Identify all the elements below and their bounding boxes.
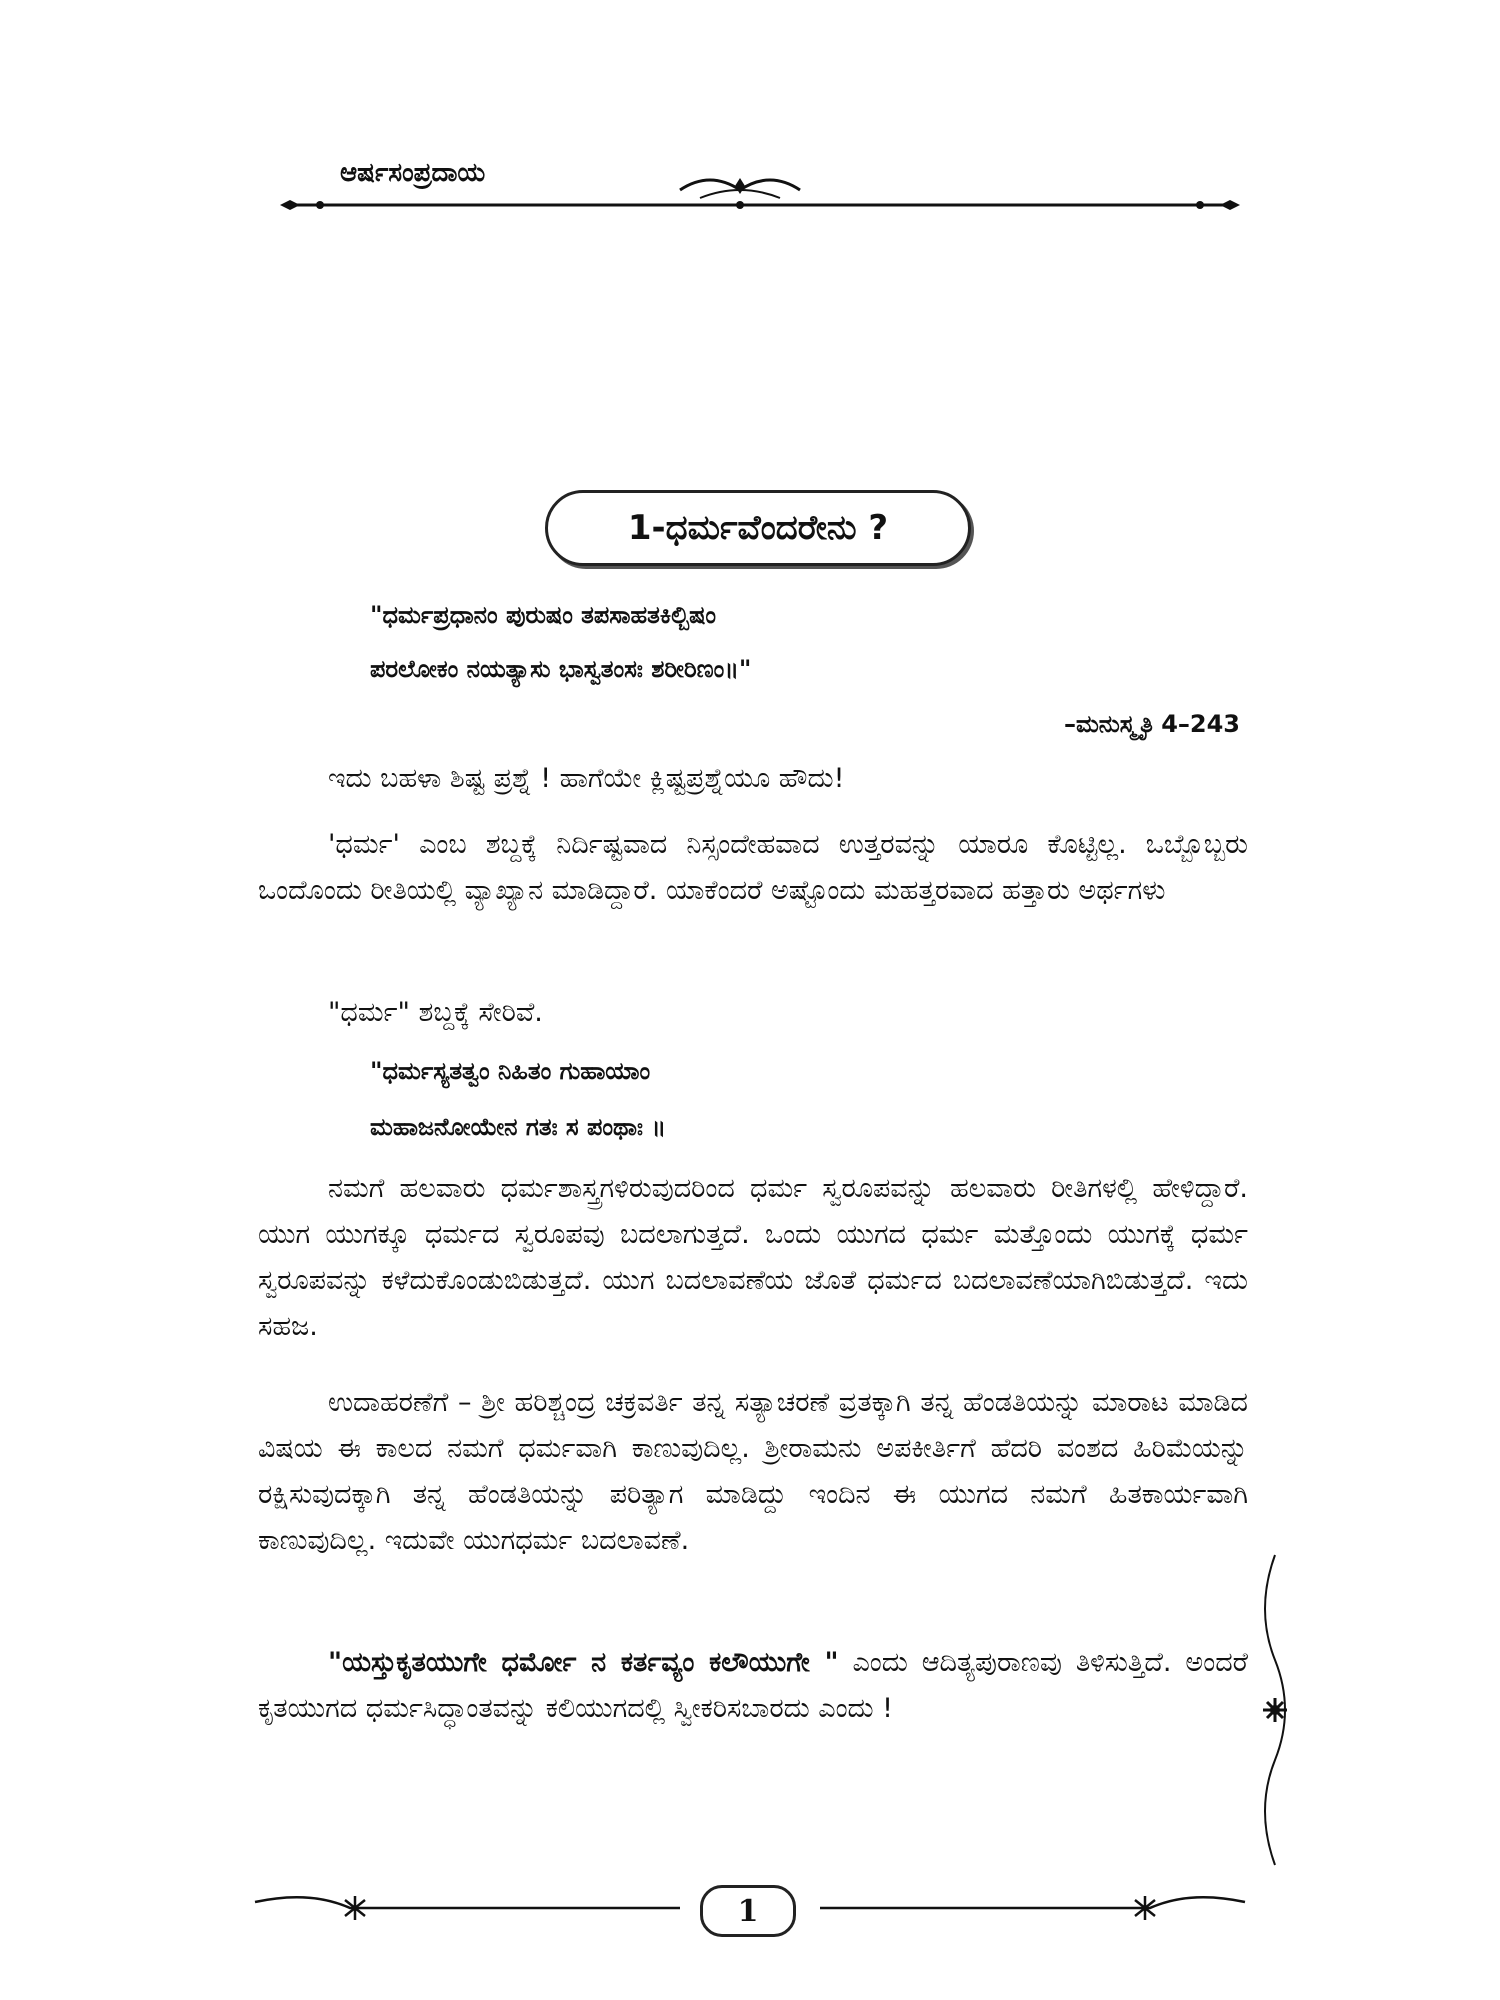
verse-1-line-1: "ಧರ್ಮಪ್ರಧಾನಂ ಪುರುಷಂ ತಪಸಾಹತಕಿಲ್ಬಿಷಂ: [370, 601, 717, 629]
verse-2-line-2: ಮಹಾಜನೋಯೇನ ಗತಃ ಸ ಪಂಥಾಃ ॥: [370, 1113, 666, 1141]
paragraph-3: [258, 990, 1248, 1036]
verse-1-line-2: ಪರಲೋಕಂ ನಯತ್ಯಾಸು ಭಾಸ್ವತಂಸಃ ಶರೀರಿಣಂ॥": [370, 655, 752, 683]
paragraph-6-text: ಎಂದು ಆದಿತ್ಯಪುರಾಣವು ತಿಳಿಸುತ್ತಿದೆ. ಅಂದರೆ ಕೃತಯುಗದ ಧರ್ಮಸಿದ್ಧಾಂತವನ್ನು ಕಲಿಯುಗದಲ್ಲಿ ಸ್ವೀಕರಿಸಬಾರದು ಎಂದು !: [258, 1647, 1248, 1724]
paragraph-2-text: 'ಧರ್ಮ' ಎಂಬ ಶಬ್ದಕ್ಕೆ ನಿರ್ದಿಷ್ಟವಾದ ನಿಸ್ಸಂದೇಹವಾದ ಉತ್ತರವನ್ನು ಯಾರೂ ಕೊಟ್ಟಿಲ್ಲ. ಒಬ್ಬೊಬ್ಬರು ಒಂದೊಂದು ರೀತಿಯಲ್ಲಿ ವ್ಯಾಖ್ಯಾನ ಮಾಡಿದ್ದಾರೆ. ಯಾಕೆಂದರೆ ಅಷ್ಟೊಂದು ಮಹತ್ತರವಾದ ಹತ್ತಾರು ಅರ್ಥಗಳು: [258, 829, 1248, 906]
header-ornament-rule: [280, 160, 1240, 220]
paragraph-4-text: ನಮಗೆ ಹಲವಾರು ಧರ್ಮಶಾಸ್ತ್ರಗಳಿರುವುದರಿಂದ ಧರ್ಮ ಸ್ವರೂಪವನ್ನು ಹಲವಾರು ರೀತಿಗಳಲ್ಲಿ ಹೇಳಿದ್ದಾರೆ. ಯುಗ ಯುಗಕ್ಕೂ ಧರ್ಮದ ಸ್ವರೂಪವು ಬದಲಾಗುತ್ತದೆ. ಒಂದು ಯುಗದ ಧರ್ಮ ಮತ್ತೊಂದು ಯುಗಕ್ಕೆ ಧರ್ಮ ಸ್ವರೂಪವನ್ನು ಕಳೆದುಕೊಂಡುಬಿಡುತ್ತದೆ. ಯುಗ ಬದಲಾವಣೆಯ ಜೊತೆ ಧರ್ಮದ ಬದಲಾವಣೆಯಾಗಿಬಿಡುತ್ತದೆ. ಇದು ಸಹಜ.: [258, 1173, 1248, 1342]
paragraph-4: [258, 1166, 1248, 1350]
paragraph-2: [258, 822, 1248, 914]
paragraph-3-text: "ಧರ್ಮ" ಶಬ್ದಕ್ಕೆ ಸೇರಿವೆ.: [328, 997, 543, 1028]
side-ornament-vine: [1245, 1550, 1305, 1870]
paragraph-5-text: ಉದಾಹರಣೆಗೆ – ಶ್ರೀ ಹರಿಶ್ಚಂದ್ರ ಚಕ್ರವರ್ತಿ ತನ್ನ ಸತ್ಯಾಚರಣೆ ವ್ರತಕ್ಕಾಗಿ ತನ್ನ ಹೆಂಡತಿಯನ್ನು ಮಾರಾಟ ಮಾಡಿದ ವಿಷಯ ಈ ಕಾಲದ ನಮಗೆ ಧರ್ಮವಾಗಿ ಕಾಣುವುದಿಲ್ಲ. ಶ್ರೀರಾಮನು ಅಪಕೀರ್ತಿಗೆ ಹೆದರಿ ವಂಶದ ಹಿರಿಮೆಯನ್ನು ರಕ್ಷಿಸುವುದಕ್ಕಾಗಿ ತನ್ನ ಹೆಂಡತಿಯನ್ನು ಪರಿತ್ಯಾಗ ಮಾಡಿದ್ದು ಇಂದಿನ ಈ ಯುಗದ ನಮಗೆ ಹಿತಕಾರ್ಯವಾಗಿ ಕಾಣುವುದಿಲ್ಲ. ಇದುವೇ ಯುಗಧರ್ಮ ಬದಲಾವಣೆ.: [258, 1387, 1248, 1556]
paragraph-5: [258, 1380, 1248, 1564]
paragraph-6: [258, 1640, 1248, 1732]
verse-2-line-1: "ಧರ್ಮಸ್ಯತತ್ವಂ ನಿಹಿತಂ ಗುಹಾಯಾಂ: [370, 1057, 651, 1085]
paragraph-1-text: ಇದು ಬಹಳಾ ಶಿಷ್ಟ ಪ್ರಶ್ನೆ ! ಹಾಗೆಯೇ ಕ್ಲಿಷ್ಟಪ್ರಶ್ನೆಯೂ ಹೌದು!: [328, 763, 845, 794]
chapter-title: 1-ಧರ್ಮವೆಂದರೇನು ?: [545, 490, 971, 566]
running-header-title: ಆರ್ಷಸಂಪ್ರದಾಯ: [340, 158, 486, 188]
paragraph-1: [258, 756, 1248, 802]
paragraph-6-quote: "ಯಸ್ತುಕೃತಯುಗೇ ಧರ್ಮೋ ನ ಕರ್ತವ್ಯಂ ಕಲೌಯುಗೇ ": [328, 1647, 839, 1678]
verse-1-source: –ಮನುಸ್ಮೃತಿ 4–243: [1063, 710, 1240, 738]
page-number: 1: [700, 1885, 796, 1937]
